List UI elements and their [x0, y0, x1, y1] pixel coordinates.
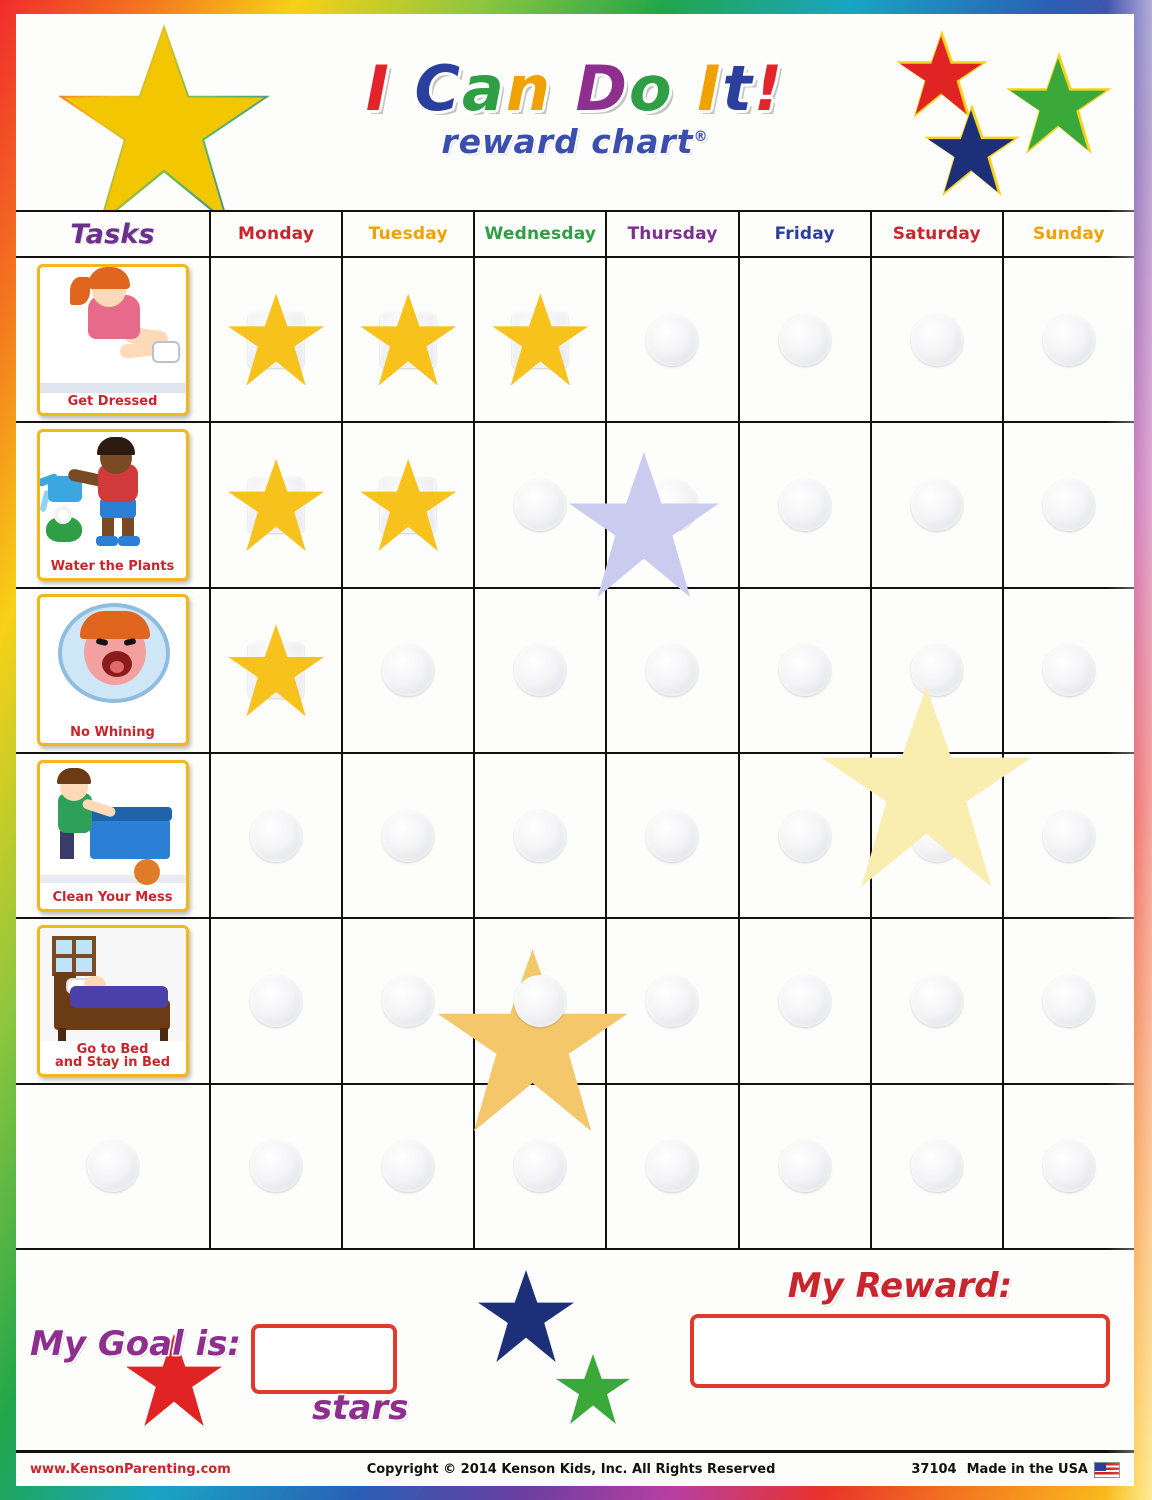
task-cell-go-to-bed[interactable]	[16, 919, 211, 1082]
task-label: Get Dressed	[67, 394, 158, 410]
navy-star-icon	[928, 110, 1014, 192]
velcro-dot	[1043, 314, 1095, 366]
slot-go-to-bed-friday[interactable]	[740, 919, 872, 1082]
slot-clean-your-mess-wednesday[interactable]	[475, 754, 607, 917]
slot-go-to-bed-wednesday[interactable]	[475, 919, 607, 1082]
velcro-dot	[514, 479, 566, 531]
slot-water-the-plants-friday[interactable]	[740, 423, 872, 586]
slot-blank-thursday[interactable]	[607, 1085, 739, 1248]
title-block	[365, 52, 785, 161]
slot-blank-monday[interactable]	[211, 1085, 343, 1248]
table-row	[16, 919, 1134, 1084]
velcro-dot	[514, 644, 566, 696]
table-row	[16, 258, 1134, 423]
slot-clean-your-mess-sunday[interactable]	[1004, 754, 1134, 917]
task-label: Water the Plants	[50, 559, 175, 575]
task-label: No Whining	[70, 724, 155, 740]
slot-clean-your-mess-friday[interactable]	[740, 754, 872, 917]
slot-no-whining-friday[interactable]	[740, 589, 872, 752]
slot-blank-tuesday[interactable]	[343, 1085, 475, 1248]
task-label-line-2: and Stay in Bed	[54, 1055, 171, 1071]
velcro-dot	[250, 975, 302, 1027]
stars-word-label: stars	[312, 1388, 409, 1428]
slot-go-to-bed-thursday[interactable]	[607, 919, 739, 1082]
slot-no-whining-sunday[interactable]	[1004, 589, 1134, 752]
reward-star-icon[interactable]	[360, 459, 456, 551]
column-header-monday: Monday	[211, 212, 343, 256]
slot-no-whining-wednesday[interactable]	[475, 589, 607, 752]
green-star-icon	[556, 1354, 630, 1424]
velcro-dot	[646, 1140, 698, 1192]
column-header-wednesday: Wednesday	[475, 212, 607, 256]
column-header-sunday: Sunday	[1032, 224, 1105, 244]
slot-clean-your-mess-tuesday[interactable]	[343, 754, 475, 917]
velcro-dot	[646, 644, 698, 696]
velcro-dot	[911, 479, 963, 531]
reward-star-icon[interactable]	[360, 294, 456, 386]
reward-star-icon[interactable]	[492, 294, 588, 386]
registered-mark: ®	[693, 129, 709, 145]
velcro-dot	[779, 644, 831, 696]
slot-clean-your-mess-thursday[interactable]	[607, 754, 739, 917]
velcro-dot	[382, 975, 434, 1027]
chart-title: I Can Do It!	[365, 52, 785, 125]
task-cell-get-dressed[interactable]	[16, 258, 211, 421]
velcro-dot	[1043, 644, 1095, 696]
child-in-bed-icon	[40, 928, 186, 1041]
velcro-dot	[1043, 479, 1095, 531]
navy-star-icon	[478, 1270, 574, 1362]
reward-star-icon[interactable]	[228, 459, 324, 551]
column-header-tuesday: Tuesday	[343, 212, 475, 256]
velcro-dot	[911, 1140, 963, 1192]
goal-label: My Goal is:	[30, 1324, 242, 1364]
goal-input[interactable]	[251, 1324, 397, 1394]
reward-input[interactable]	[690, 1314, 1110, 1388]
grid-header-row	[16, 212, 1134, 258]
velcro-dot	[250, 810, 302, 862]
slot-clean-your-mess-monday[interactable]	[211, 754, 343, 917]
slot-get-dressed-thursday[interactable]	[607, 258, 739, 421]
velcro-dot	[514, 1140, 566, 1192]
slot-no-whining-thursday[interactable]	[607, 589, 739, 752]
reward-star-icon[interactable]	[228, 624, 324, 716]
us-flag-icon	[1094, 1462, 1120, 1478]
made-in-usa-text: Made in the USA	[966, 1462, 1088, 1477]
velcro-dot	[1043, 975, 1095, 1027]
slot-go-to-bed-monday[interactable]	[211, 919, 343, 1082]
child-cleaning-toys-icon	[40, 763, 186, 889]
table-row	[16, 423, 1134, 588]
goal-reward-panel	[16, 1250, 1134, 1450]
velcro-dot	[1043, 1140, 1095, 1192]
column-header-friday: Friday	[740, 212, 872, 256]
green-star-icon	[1010, 58, 1106, 150]
slot-go-to-bed-tuesday[interactable]	[343, 919, 475, 1082]
chart-grid	[16, 210, 1134, 1250]
slot-water-the-plants-saturday[interactable]	[872, 423, 1004, 586]
whining-child-icon	[40, 597, 186, 723]
child-getting-dressed-icon	[40, 267, 186, 393]
velcro-dot	[911, 975, 963, 1027]
slot-get-dressed-monday[interactable]	[211, 258, 343, 421]
velcro-dot	[514, 810, 566, 862]
child-watering-plants-icon	[40, 432, 186, 558]
velcro-dot	[646, 810, 698, 862]
sku-number: 37104	[911, 1462, 957, 1477]
slot-water-the-plants-sunday[interactable]	[1004, 423, 1134, 586]
chart-sheet	[16, 14, 1134, 1486]
velcro-dot	[646, 975, 698, 1027]
velcro-dot	[1043, 810, 1095, 862]
task-cell-blank[interactable]	[16, 1085, 211, 1248]
velcro-dot	[646, 314, 698, 366]
slot-water-the-plants-tuesday[interactable]	[343, 423, 475, 586]
task-label: Clean Your Mess	[52, 890, 173, 905]
column-header-thursday: Thursday	[607, 212, 739, 256]
velcro-dot	[87, 1140, 139, 1192]
velcro-dot	[779, 479, 831, 531]
reward-label: My Reward:	[787, 1266, 1013, 1306]
task-cell-clean-your-mess[interactable]	[16, 754, 211, 917]
velcro-dot	[779, 810, 831, 862]
task-label-line-1: Go to Bed	[76, 1041, 149, 1057]
task-card[interactable]	[37, 429, 189, 581]
reward-star-icon[interactable]	[228, 294, 324, 386]
velcro-dot	[382, 1140, 434, 1192]
velcro-dot	[382, 644, 434, 696]
slot-go-to-bed-sunday[interactable]	[1004, 919, 1134, 1082]
made-in-usa	[967, 1462, 1120, 1478]
slot-get-dressed-wednesday[interactable]	[475, 258, 607, 421]
slot-water-the-plants-monday[interactable]	[211, 423, 343, 586]
task-card[interactable]	[37, 594, 189, 746]
table-row	[16, 589, 1134, 754]
task-card[interactable]	[37, 760, 189, 912]
red-star-icon	[900, 36, 982, 114]
velcro-dot	[911, 314, 963, 366]
slot-go-to-bed-saturday[interactable]	[872, 919, 1004, 1082]
slot-get-dressed-sunday[interactable]	[1004, 258, 1134, 421]
velcro-dot	[382, 810, 434, 862]
task-label	[40, 1041, 186, 1074]
column-header-saturday: Saturday	[872, 212, 1004, 256]
velcro-dot	[779, 314, 831, 366]
chart-header	[16, 14, 1134, 210]
task-cell-water-the-plants[interactable]	[16, 423, 211, 586]
website-link[interactable]: www.KensonParenting.com	[30, 1462, 231, 1477]
slot-no-whining-monday[interactable]	[211, 589, 343, 752]
velcro-dot	[779, 975, 831, 1027]
bottom-info-strip	[16, 1450, 1134, 1486]
velcro-dot	[250, 1140, 302, 1192]
slot-clean-your-mess-saturday[interactable]	[872, 754, 1004, 917]
task-card[interactable]	[37, 264, 189, 416]
task-card[interactable]	[37, 925, 189, 1077]
column-header-tasks: Tasks	[16, 212, 211, 256]
slot-water-the-plants-thursday[interactable]	[607, 423, 739, 586]
velcro-dot	[779, 1140, 831, 1192]
slot-get-dressed-friday[interactable]	[740, 258, 872, 421]
table-row	[16, 754, 1134, 919]
slot-blank-saturday[interactable]	[872, 1085, 1004, 1248]
slot-get-dressed-tuesday[interactable]	[343, 258, 475, 421]
chart-subtitle	[366, 122, 784, 161]
copyright-text: Copyright © 2014 Kenson Kids, Inc. All Rights Reserved	[366, 1462, 776, 1477]
slot-blank-sunday[interactable]	[1004, 1085, 1134, 1248]
task-cell-no-whining[interactable]	[16, 589, 211, 752]
chart-subtitle-text: reward chart	[441, 122, 694, 161]
slot-blank-friday[interactable]	[740, 1085, 872, 1248]
velcro-dot	[911, 644, 963, 696]
velcro-dot	[514, 975, 566, 1027]
slot-get-dressed-saturday[interactable]	[872, 258, 1004, 421]
slot-no-whining-tuesday[interactable]	[343, 589, 475, 752]
